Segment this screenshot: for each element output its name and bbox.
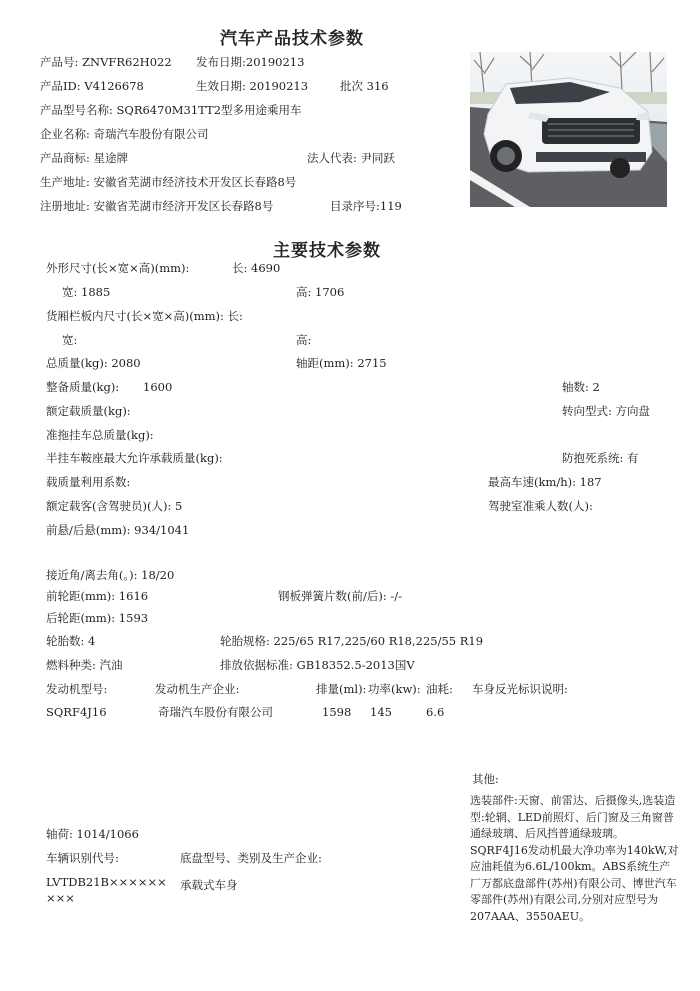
tire-count: 轮胎数: 4 <box>46 634 96 648</box>
chassis-label: 底盘型号、类别及生产企业: <box>180 851 322 865</box>
car-icon <box>470 52 667 207</box>
front-track: 前轮距(mm): 1616 <box>46 589 149 603</box>
vehicle-photo <box>470 52 667 207</box>
vin-value-line2: ××× <box>46 891 75 905</box>
vin-value-line1: LVTDB21B×××××× <box>46 875 167 889</box>
cab-passengers: 驾驶室准乘人数(人): <box>488 499 593 513</box>
displacement-header: 排量(ml): <box>316 682 367 696</box>
axle-count: 轴数: 2 <box>562 380 600 394</box>
abs-system: 防抱死系统: 有 <box>562 451 639 465</box>
publish-date: 发布日期:20190213 <box>196 55 305 69</box>
load-utilization: 载质量利用系数: <box>46 475 131 489</box>
power-value: 145 <box>370 705 392 719</box>
max-speed: 最高车速(km/h): 187 <box>488 475 602 489</box>
effective-date: 生效日期: 20190213 <box>196 79 309 93</box>
other-notes: 选装部件:天窗、前雷达、后摄像头,选装造型:轮辋、LED前照灯、后门窗及三角窗普通绿玻璃、后风挡普通绿玻璃。SQRF4J16发动机最大净功率为140kW,对应油耗值为6.6L/100km。ABS系统生产厂万都底盘部件(苏州)有限公司、博世汽车零部件(苏州)有限公司,分别对应型号为207AAA、3550AEU。 <box>470 794 679 923</box>
rated-passengers: 额定载客(含驾驶员)(人): 5 <box>46 499 183 513</box>
power-header: 功率(kw): <box>368 682 421 696</box>
curb-mass-label: 整备质量(kg): <box>46 380 120 394</box>
rated-load: 额定载质量(kg): <box>46 404 131 418</box>
overhang: 前悬/后悬(mm): 934/1041 <box>46 523 190 537</box>
wheelbase: 轴距(mm): 2715 <box>296 356 387 370</box>
legal-rep: 法人代表: 尹同跃 <box>307 151 396 165</box>
chassis-value: 承载式车身 <box>180 878 238 892</box>
page-title: 汽车产品技术参数 <box>220 29 364 49</box>
engine-maker-value: 奇瑞汽车股份有限公司 <box>158 705 273 719</box>
vin-label: 车辆识别代号: <box>46 851 119 865</box>
length-value: 长: 4690 <box>232 261 281 275</box>
engine-model-header: 发动机型号: <box>46 682 108 696</box>
fuel-consumption-header: 油耗: <box>426 682 453 696</box>
model-name: 产品型号名称: SQR6470M31TT2型多用途乘用车 <box>40 103 302 117</box>
engine-model-value: SQRF4J16 <box>46 705 107 719</box>
catalog-number: 目录序号:119 <box>330 199 402 213</box>
other-label: 其他: <box>472 772 499 786</box>
registered-address: 注册地址: 安徽省芜湖市经济开发区长春路8号 <box>40 199 274 213</box>
cargo-dimensions-label: 货厢栏板内尺寸(长×宽×高)(mm): 长: <box>46 309 243 323</box>
total-mass: 总质量(kg): 2080 <box>46 356 141 370</box>
displacement-value: 1598 <box>322 705 352 719</box>
trailer-mass: 准拖挂车总质量(kg): <box>46 428 154 442</box>
tire-spec: 轮胎规格: 225/65 R17,225/60 R18,225/55 R19 <box>220 634 484 648</box>
leaf-springs: 钢板弹簧片数(前/后): -/- <box>278 589 403 603</box>
section-title-main-params: 主要技术参数 <box>273 241 381 261</box>
production-address: 生产地址: 安徽省芜湖市经济技术开发区长春路8号 <box>40 175 297 189</box>
model-code: 产品号: ZNVFR62H022 <box>40 55 172 69</box>
product-id: 产品ID: V4126678 <box>40 79 144 93</box>
fuel-consumption-value: 6.6 <box>426 705 445 719</box>
saddle-load: 半挂车鞍座最大允许承载质量(kg): <box>46 451 223 465</box>
approach-departure-angles: 接近角/离去角(。): 18/20 <box>46 568 175 582</box>
curb-mass-value: 1600 <box>143 380 173 394</box>
batch: 批次 316 <box>340 79 389 93</box>
reflective-marking-header: 车身反光标识说明: <box>472 682 568 696</box>
fuel-type: 燃料种类: 汽油 <box>46 658 123 672</box>
emission-standard: 排放依据标准: GB18352.5-2013国Ⅴ <box>220 658 415 672</box>
steering-type: 转向型式: 方向盘 <box>562 404 651 418</box>
outer-dimensions-label: 外形尺寸(长×宽×高)(mm): <box>46 261 190 275</box>
rear-track: 后轮距(mm): 1593 <box>46 611 149 625</box>
cargo-height: 高: <box>296 333 312 347</box>
width-value: 宽: 1885 <box>62 285 111 299</box>
height-value: 高: 1706 <box>296 285 345 299</box>
brand: 产品商标: 星途牌 <box>40 151 129 165</box>
engine-maker-header: 发动机生产企业: <box>155 682 240 696</box>
company-name: 企业名称: 奇瑞汽车股份有限公司 <box>40 127 209 141</box>
cargo-width: 宽: <box>62 333 78 347</box>
axle-load: 轴荷: 1014/1066 <box>46 827 139 841</box>
